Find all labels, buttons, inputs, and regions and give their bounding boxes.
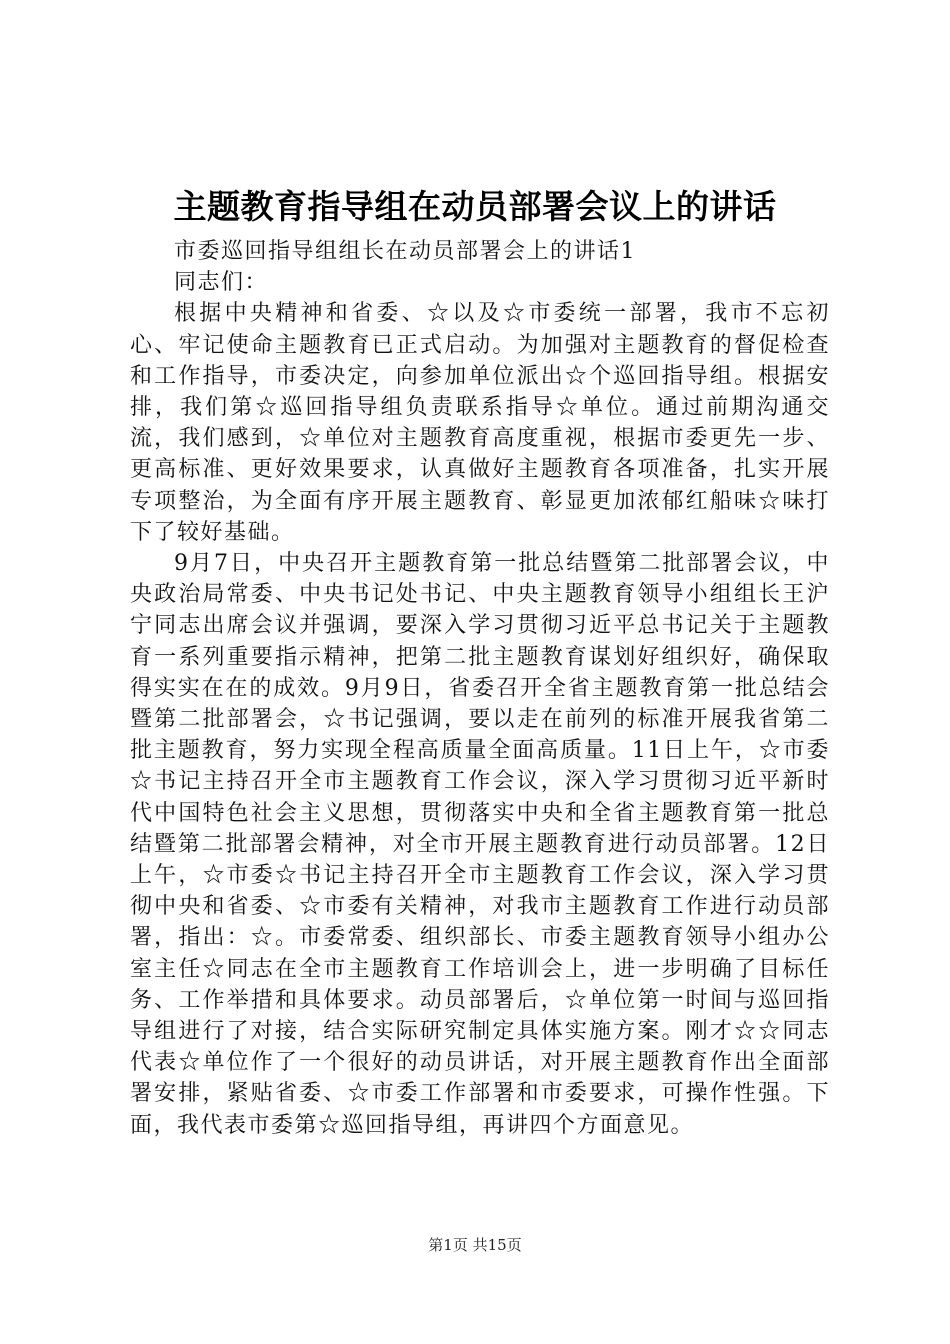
document-title: 主题教育指导组在动员部署会议上的讲话 — [173, 187, 777, 226]
paragraph-2: 9月7日，中央召开主题教育第一批总结暨第二批部署会议，中央政治局常委、中央书记处书记、中央主题教育领导小组组长王沪宁同志出席会议并强调，要深入学习贯彻习近平总书记关于主题教育一系列重要指示精神，把第二批主题教育谋划好组织好，确保取得实实在在的成效。9月9日，省委召开全省主题教育第一批总结会暨第二批部署会，☆书记强调，要以走在前列的标准开展我省第二批主题教育，努力实现全程高质量全面高质量。11日上午，☆市委☆书记主持召开全市主题教育工作会议，深入学习贯彻习近平新时代中国特色社会主义思想，贯彻落实中央和全省主题教育第一批总结暨第二批部署会精神，对全市开展主题教育进行动员部署。12日上午，☆市委☆书记主持召开全市主题教育工作会议，深入学习贯彻中央和省委、☆市委有关精神，对我市主题教育工作进行动员部署，指出：☆。市委常委、组织部长、市委主题教育领导小组办公室主任☆同志在全市主题教育工作培训会上，进一步明确了目标任务、工作举措和具体要求。动员部署后，☆单位第一时间与巡回指导组进行了对接，结合实际研究制定具体实施方案。刚才☆☆同志代表☆单位作了一个很好的动员讲话，对开展主题教育作出全面部署安排，紧贴省委、☆市委工作部署和市委要求，可操作性强。下面，我代表市委第☆巡回指导组，再讲四个方面意见。 — [130, 551, 830, 1138]
paragraph-1: 根据中央精神和省委、☆以及☆市委统一部署，我市不忘初心、牢记使命主题教育已正式启动。为加强对主题教育的督促检查和工作指导，市委决定，向参加单位派出☆个巡回指导组。根据安排，我们第☆巡回指导组负责联系指导☆单位。通过前期沟通交流，我们感到，☆单位对主题教育高度重视，根据市委更先一步、更高标准、更好效果要求，认真做好主题教育各项准备，扎实开展专项整治，为全面有序开展主题教育、彰显更加浓郁红船味☆味打下了较好基础。 — [130, 301, 830, 545]
salutation: 同志们： — [174, 270, 269, 296]
document-subtitle: 市委巡回指导组组长在动员部署会上的讲话1 — [174, 239, 636, 264]
document-body — [130, 236, 830, 1141]
page-number-footer: 第1页 共15页 — [428, 1236, 522, 1254]
